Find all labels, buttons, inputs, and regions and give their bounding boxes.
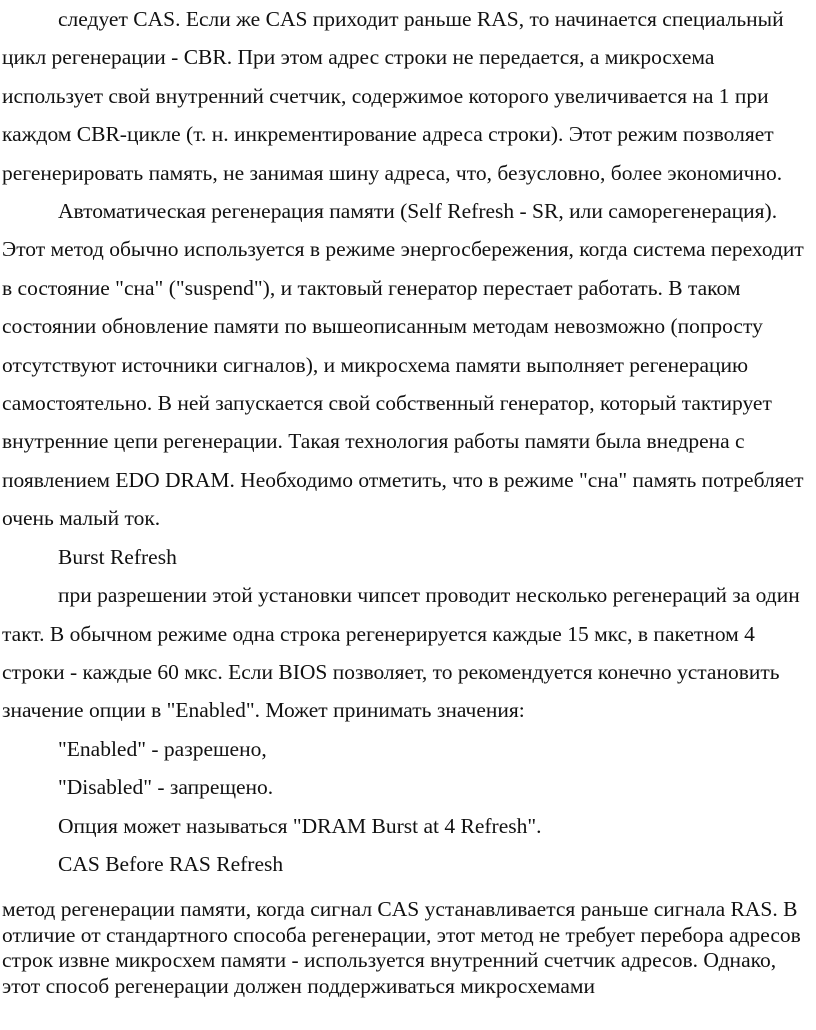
heading-cas-before-ras: CAS Before RAS Refresh xyxy=(58,851,284,876)
heading-burst-refresh: Burst Refresh xyxy=(58,544,177,569)
option-enabled: "Enabled" - разрешено, xyxy=(58,736,267,761)
option-disabled: "Disabled" - запрещено. xyxy=(58,775,274,800)
option-alias-note: Опция может называться "DRAM Burst at 4 Refresh". xyxy=(58,813,542,838)
paragraph-burst-refresh: при разрешении этой установки чипсет проводит несколько регенераций за один такт. В обычном режиме одна строка регенерируется каждые 15 мкс, в пакетном 4 строки - каждые 60 мкс. Если BIOS позволяет, то рекомендуется конечно установить значение опции в "Enabled". Может принимать значения: xyxy=(2,583,800,723)
paragraph-self-refresh: Автоматическая регенерация памяти (Self Refresh - SR, или саморегенерация). Этот метод обычно используется в режиме энергосбережения, когда система переходит в состояние "сна" ("suspend"), и тактовый генератор перестает работать. В таком состоянии обновление памяти по вышеописанным методам невозможно (попросту отсутствуют источники сигналов), и микросхема памяти выполняет регенерацию самостоятельно. В ней запускается свой собственный генератор, который тактирует внутренние цепи регенерации. Такая технология работы памяти была внедрена с появлением EDO DRAM. Необходимо отметить, что в режиме "сна" память потребляет очень малый ток. xyxy=(2,199,804,531)
paragraph-cas-before-ras: метод регенерации памяти, когда сигнал CAS устанавливается раньше сигнала RAS. В отличие от стандартного способа регенерации, этот метод не требует перебора адресов строк извне микросхем памяти - используется внутренний счетчик адресов. Однако, этот способ регенерации должен поддерживаться микросхемами xyxy=(2,897,801,998)
paragraph-cbr-continuation: следует CAS. Если же CAS приходит раньше RAS, то начинается специальный цикл регенерации - CBR. При этом адрес строки не передается, а микросхема использует свой внутренний счетчик, содержимое которого увеличивается на 1 при каждом CBR-цикле (т. н. инкрементирование адреса строки). Этот режим позволяет регенерировать память, не занимая шину адреса, что, безусловно, более экономично. xyxy=(2,7,784,185)
document-body xyxy=(2,0,814,883)
compact-text-block xyxy=(2,897,802,999)
